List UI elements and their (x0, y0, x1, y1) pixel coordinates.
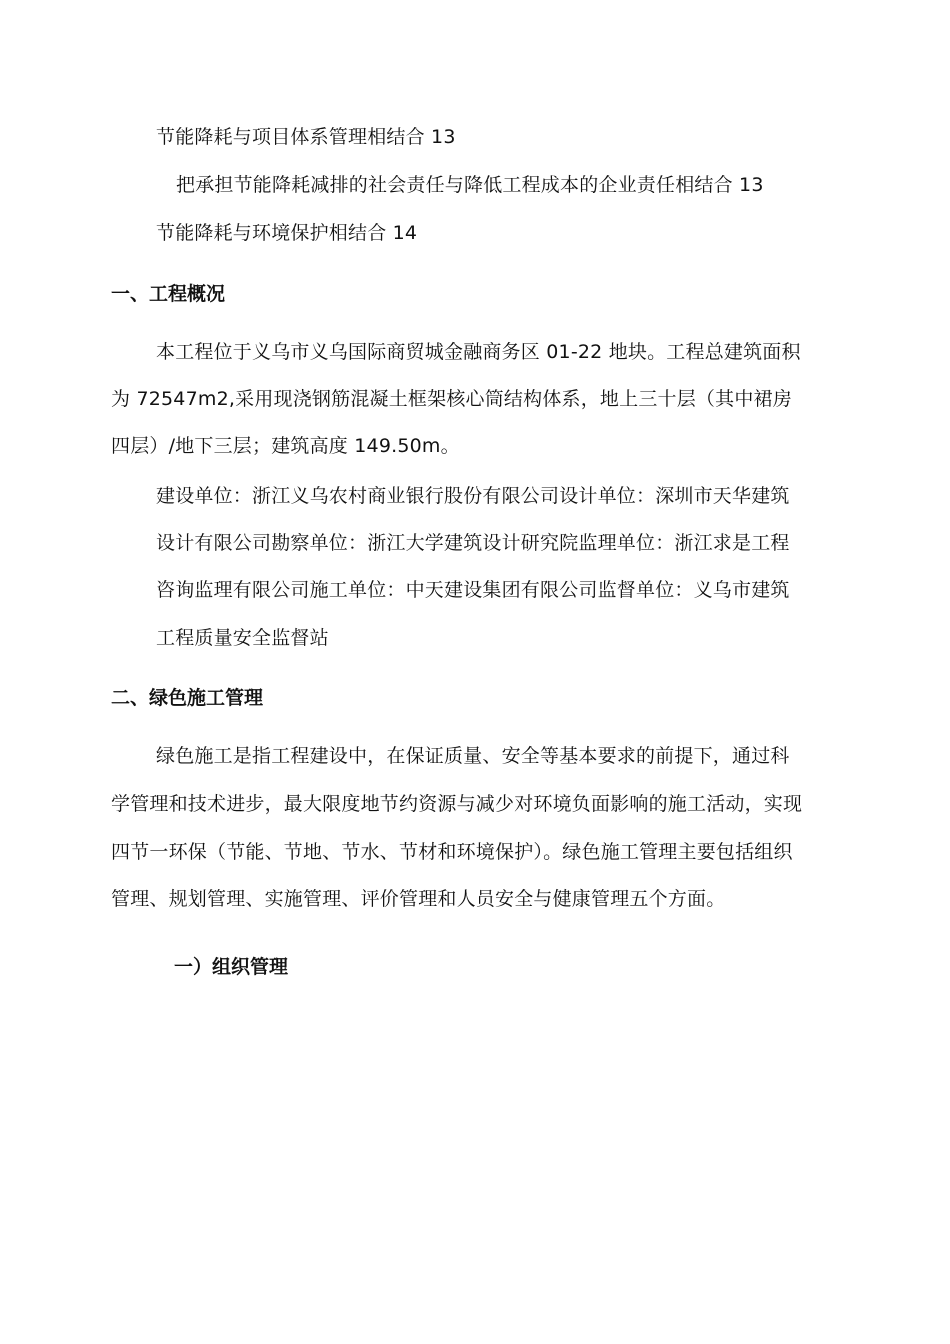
subsection-heading: 一）组织管理 (174, 956, 289, 978)
paragraph-line: 设计有限公司勘察单位：浙江大学建筑设计研究院监理单位：浙江求是工程 (156, 532, 790, 554)
paragraph-line: 建设单位：浙江义乌农村商业银行股份有限公司设计单位：深圳市天华建筑 (156, 485, 790, 507)
paragraph-line: 四层）/地下三层；建筑高度 149.50m。 (111, 435, 460, 457)
section-heading: 一、工程概况 (111, 283, 226, 305)
paragraph-line: 四节一环保（节能、节地、节水、节材和环境保护）。绿色施工管理主要包括组织 (111, 841, 793, 863)
toc-entry: 节能降耗与项目体系管理相结合 13 (156, 126, 456, 148)
toc-entry: 节能降耗与环境保护相结合 14 (156, 222, 418, 244)
toc-entry: 把承担节能降耗减排的社会责任与降低工程成本的企业责任相结合 13 (176, 174, 764, 196)
paragraph-line: 工程质量安全监督站 (156, 627, 329, 649)
section-heading: 二、绿色施工管理 (111, 687, 264, 709)
paragraph-line: 为 72547m2,采用现浇钢筋混凝土框架核心筒结构体系，地上三十层（其中裙房 (111, 388, 792, 410)
paragraph-line: 学管理和技术进步，最大限度地节约资源与减少对环境负面影响的施工活动，实现 (111, 793, 803, 815)
paragraph-line: 咨询监理有限公司施工单位：中天建设集团有限公司监督单位：义乌市建筑 (156, 579, 790, 601)
paragraph-line: 管理、规划管理、实施管理、评价管理和人员安全与健康管理五个方面。 (111, 888, 726, 910)
paragraph-line: 本工程位于义乌市义乌国际商贸城金融商务区 01-22 地块。工程总建筑面积 (156, 341, 801, 363)
paragraph-line: 绿色施工是指工程建设中，在保证质量、安全等基本要求的前提下，通过科 (156, 745, 790, 767)
